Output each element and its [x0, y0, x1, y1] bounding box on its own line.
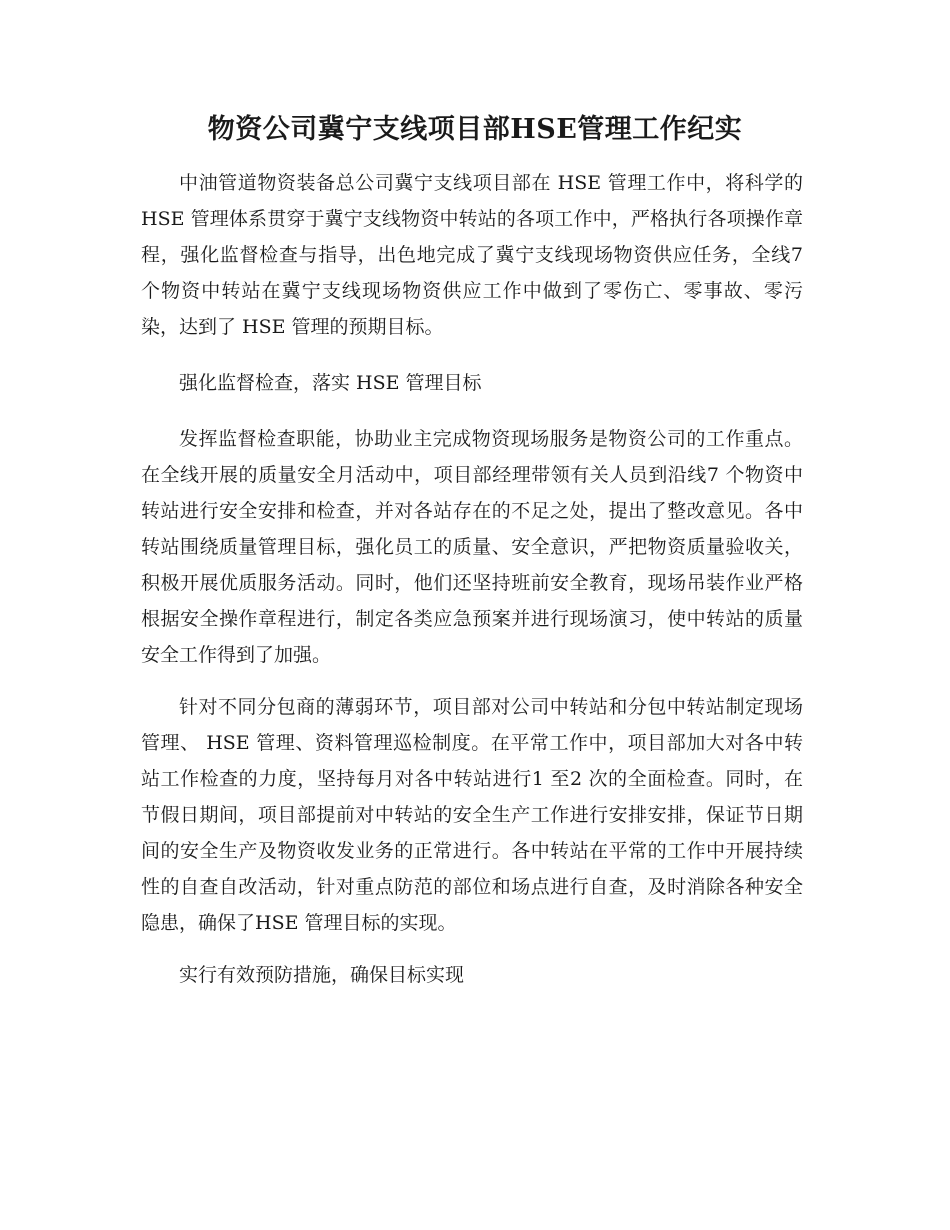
section-heading-supervision: 强化监督检查，落实 HSE 管理目标	[179, 372, 482, 394]
document-title: 物资公司冀宁支线项目部HSE管理工作纪实	[207, 114, 743, 145]
paragraph-inspection: 针对不同分包商的薄弱环节，项目部对公司中转站和分包中转站制定现场管理、 HSE 管理、资料管理巡检制度。在平常工作中，项目部加大对各中转站工作检查的力度，坚持每月对各中转站进行1 至2 次的全面检查。同时，在节假日期间，项目部提前对中转站的安全生产工作进行安排安排，保证节日期间的安全生产及物资收发业务的正常进行。各中转站在平常的工作中开展持续性的自查自改活动，针对重点防范的部位和场点进行自查，及时消除各种安全隐患，确保了HSE 管理目标的实现。	[141, 696, 803, 934]
section-heading-prevention: 实行有效预防措施，确保目标实现	[179, 964, 465, 986]
document-body	[141, 165, 803, 993]
paragraph-supervision: 发挥监督检查职能，协助业主完成物资现场服务是物资公司的工作重点。在全线开展的质量安全月活动中，项目部经理带领有关人员到沿线7 个物资中转站进行安全安排和检查，并对各站存在的不足之处，提出了整改意见。各中转站围绕质量管理目标，强化员工的质量、安全意识，严把物资质量验收关，积极开展优质服务活动。同时，他们还坚持班前安全教育，现场吊装作业严格根据安全操作章程进行，制定各类应急预案并进行现场演习，使中转站的质量安全工作得到了加强。	[141, 428, 803, 666]
paragraph-intro: 中油管道物资装备总公司冀宁支线项目部在 HSE 管理工作中，将科学的 HSE 管理体系贯穿于冀宁支线物资中转站的各项工作中，严格执行各项操作章程，强化监督检查与指导，出色地完成了冀宁支线现场物资供应任务，全线7 个物资中转站在冀宁支线现场物资供应工作中做到了零伤亡、零事故、零污染，达到了 HSE 管理的预期目标。	[141, 172, 803, 338]
